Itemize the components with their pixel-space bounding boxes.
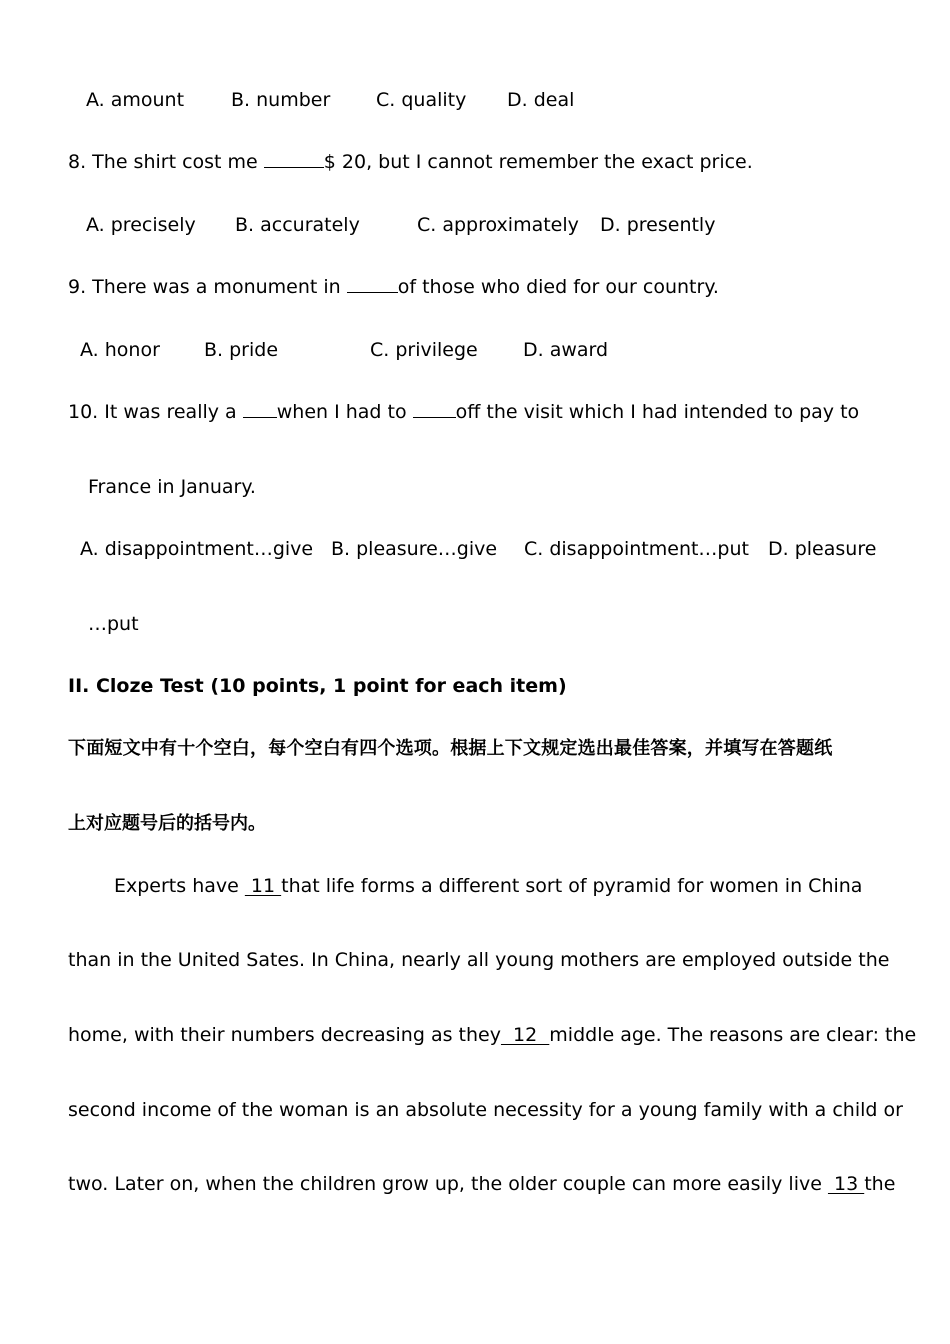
q8-blank bbox=[264, 149, 324, 168]
question-10 bbox=[68, 399, 859, 425]
q9-blank bbox=[347, 274, 398, 293]
passage-line-4: second income of the woman is an absolute necessity for a young family with a child or bbox=[68, 1099, 903, 1121]
passage-line-5 bbox=[68, 1171, 895, 1197]
q10-option-b: B. pleasure…give bbox=[331, 538, 498, 560]
passage-line-1-after: that life forms a different sort of pyramid for women in China bbox=[281, 875, 863, 897]
q10-option-a: A. disappointment…give bbox=[80, 538, 314, 560]
passage-line-3-after: middle age. The reasons are clear: the bbox=[549, 1024, 917, 1046]
section-2-instruction-line2: 上对应题号后的括号内。 bbox=[68, 813, 266, 834]
q8-option-b: B. accurately bbox=[235, 214, 360, 236]
q7-option-a: A. amount bbox=[86, 89, 185, 111]
blank-13: 13 bbox=[827, 1173, 865, 1195]
passage-line-5-after: the bbox=[864, 1173, 896, 1195]
q9-option-a: A. honor bbox=[80, 339, 160, 361]
question-9 bbox=[68, 274, 719, 300]
q8-option-c: C. approximately bbox=[417, 214, 579, 236]
q7-option-d: D. deal bbox=[507, 89, 575, 111]
q9-option-c: C. privilege bbox=[370, 339, 478, 361]
question-8 bbox=[68, 149, 753, 175]
blank-12: 12 bbox=[500, 1024, 550, 1046]
q9-stem-before: 9. There was a monument in bbox=[68, 276, 347, 298]
q8-option-d: D. presently bbox=[600, 214, 716, 236]
q8-option-a: A. precisely bbox=[86, 214, 196, 236]
section-2-heading: II. Cloze Test (10 points, 1 point for each item) bbox=[68, 675, 567, 697]
passage-line-3 bbox=[68, 1022, 916, 1048]
passage-line-1-before: Experts have bbox=[114, 875, 245, 897]
passage-line-5-before: two. Later on, when the children grow up, the older couple can more easily live bbox=[68, 1173, 828, 1195]
passage-line-3-before: home, with their numbers decreasing as they bbox=[68, 1024, 501, 1046]
q10-option-d: D. pleasure bbox=[768, 538, 877, 560]
q10-stem-part2: when I had to bbox=[276, 401, 413, 423]
q7-option-c: C. quality bbox=[376, 89, 467, 111]
q8-stem-after: $ 20, but I cannot remember the exact price. bbox=[323, 151, 753, 173]
q10-blank-1 bbox=[243, 399, 277, 418]
q9-stem-after: of those who died for our country. bbox=[397, 276, 719, 298]
q10-stem-part3: off the visit which I had intended to pay to bbox=[455, 401, 860, 423]
passage-line-1 bbox=[114, 873, 862, 899]
q8-stem-before: 8. The shirt cost me bbox=[68, 151, 264, 173]
q10-stem-line2: France in January. bbox=[88, 476, 256, 498]
q9-option-b: B. pride bbox=[204, 339, 279, 361]
q10-option-d-continued: …put bbox=[88, 613, 139, 635]
passage-line-2: than in the United Sates. In China, nearly all young mothers are employed outside the bbox=[68, 949, 890, 971]
q10-blank-2 bbox=[413, 399, 456, 418]
section-2-instruction-line1: 下面短文中有十个空白，每个空白有四个选项。根据上下文规定选出最佳答案，并填写在答题纸 bbox=[68, 738, 833, 759]
q10-stem-part1: 10. It was really a bbox=[68, 401, 243, 423]
q9-option-d: D. award bbox=[523, 339, 609, 361]
q10-option-c: C. disappointment…put bbox=[524, 538, 749, 560]
q7-option-b: B. number bbox=[231, 89, 331, 111]
blank-11: 11 bbox=[244, 875, 282, 897]
